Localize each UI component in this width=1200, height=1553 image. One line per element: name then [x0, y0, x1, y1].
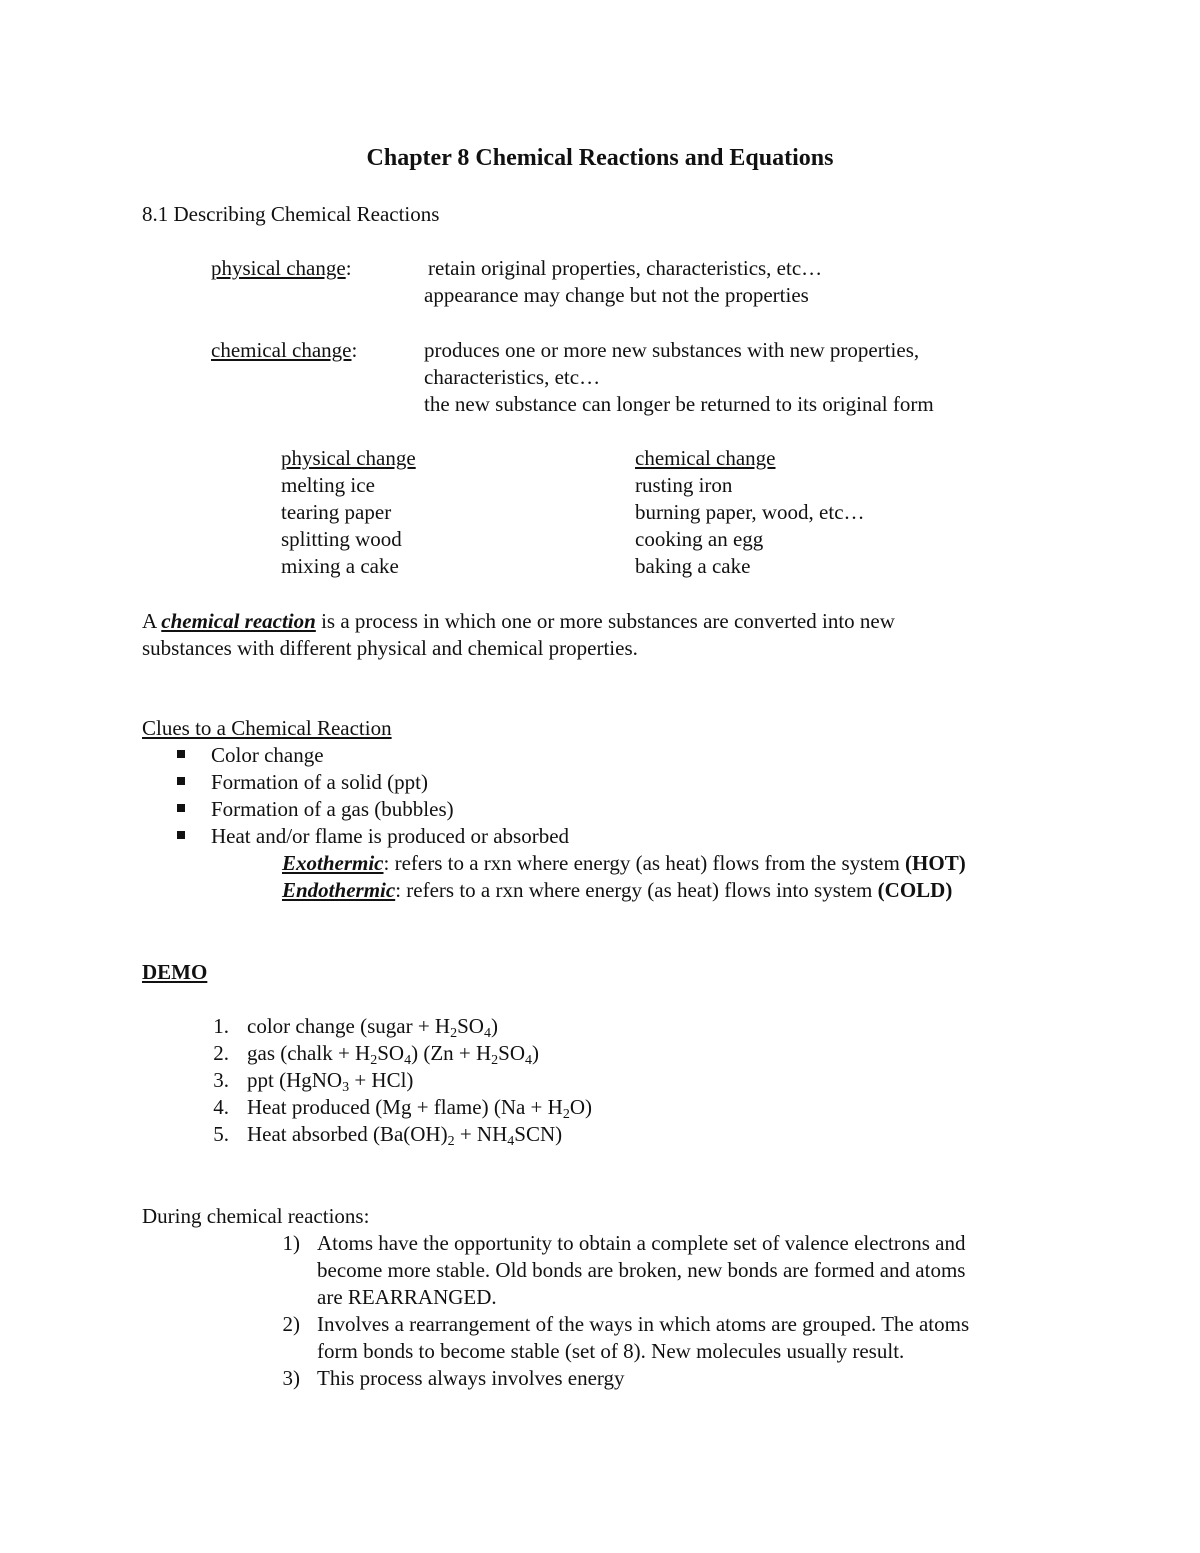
chemical-example: cooking an egg: [635, 527, 764, 551]
endothermic-line: Endothermic: refers to a rxn where energy (as heat) flows into system (COLD): [282, 878, 953, 902]
chemical-example: baking a cake: [635, 554, 751, 578]
bullet-icon: [177, 804, 185, 812]
demo-heading: DEMO: [142, 960, 208, 984]
physical-column-header: physical change: [281, 446, 416, 470]
list-number: 1): [282, 1231, 300, 1255]
bullet-icon: [177, 750, 185, 758]
chemical-example: burning paper, wood, etc…: [635, 500, 865, 524]
exothermic-term: Exothermic: [282, 851, 384, 875]
physical-example: tearing paper: [281, 500, 392, 524]
reaction-definition-line: A chemical reaction is a process in which one or more substances are converted into new: [142, 609, 895, 633]
physical-example: melting ice: [281, 473, 375, 497]
during-item-line: This process always involves energy: [317, 1366, 625, 1390]
clue-item: Heat and/or flame is produced or absorbed: [211, 824, 570, 848]
demo-item: gas (chalk + $H_2SO_4$) $(Zn + H_2SO_4)$: [247, 1041, 540, 1068]
list-number: 2.: [213, 1041, 229, 1065]
demo-item: ppt (HgNO$_3$ + HCl): [247, 1068, 414, 1095]
section-heading: 8.1 Describing Chemical Reactions: [142, 202, 440, 226]
reaction-definition-line: substances with different physical and chemical properties.: [142, 636, 638, 660]
list-number: 3): [282, 1366, 300, 1390]
list-number: 1.: [213, 1014, 229, 1038]
during-item-line: are REARRANGED.: [317, 1285, 497, 1309]
clue-item: Formation of a gas (bubbles): [211, 797, 454, 821]
during-heading: During chemical reactions:: [142, 1204, 370, 1228]
list-number: 4.: [213, 1095, 229, 1119]
physical-example: splitting wood: [281, 527, 402, 551]
list-number: 3.: [213, 1068, 229, 1092]
chemical-def-line: the new substance can longer be returned to its original form: [424, 392, 934, 416]
chemical-def-line: characteristics, etc…: [424, 365, 601, 389]
physical-def-line: retain original properties, characteristics, etc…: [428, 256, 823, 280]
physical-change-term: physical change:: [211, 256, 352, 280]
bullet-icon: [177, 831, 185, 839]
physical-example: mixing a cake: [281, 554, 399, 578]
during-item-line: Atoms have the opportunity to obtain a complete set of valence electrons and: [317, 1231, 966, 1255]
demo-item: Heat absorbed $(Ba(OH)_2 + NH_4SCN)$: [247, 1122, 563, 1149]
clue-item: Formation of a solid (ppt): [211, 770, 428, 794]
exothermic-line: Exothermic: refers to a rxn where energy (as heat) flows from the system (HOT): [282, 851, 966, 875]
demo-item: Heat produced (Mg + flame) $(Na + H_2O)$: [247, 1095, 592, 1122]
endothermic-term: Endothermic: [282, 878, 396, 902]
chemical-column-header: chemical change: [635, 446, 776, 470]
clue-item: Color change: [211, 743, 324, 767]
during-item-line: Involves a rearrangement of the ways in which atoms are grouped. The atoms: [317, 1312, 970, 1336]
during-item-line: become more stable. Old bonds are broken, new bonds are formed and atoms: [317, 1258, 966, 1282]
during-item-line: form bonds to become stable (set of 8). New molecules usually result.: [317, 1339, 905, 1363]
demo-item: color change (sugar + $H_2SO_4$): [247, 1014, 498, 1041]
list-number: 5.: [213, 1122, 229, 1146]
chemical-def-line: produces one or more new substances with new properties,: [424, 338, 920, 362]
page-title: Chapter 8 Chemical Reactions and Equations: [366, 145, 834, 171]
chemical-change-term: chemical change:: [211, 338, 358, 362]
list-number: 2): [282, 1312, 300, 1336]
chemical-reaction-term: chemical reaction: [161, 609, 316, 633]
chemical-example: rusting iron: [635, 473, 733, 497]
clues-heading: Clues to a Chemical Reaction: [142, 716, 392, 740]
bullet-icon: [177, 777, 185, 785]
physical-def-line: appearance may change but not the properties: [424, 283, 809, 307]
